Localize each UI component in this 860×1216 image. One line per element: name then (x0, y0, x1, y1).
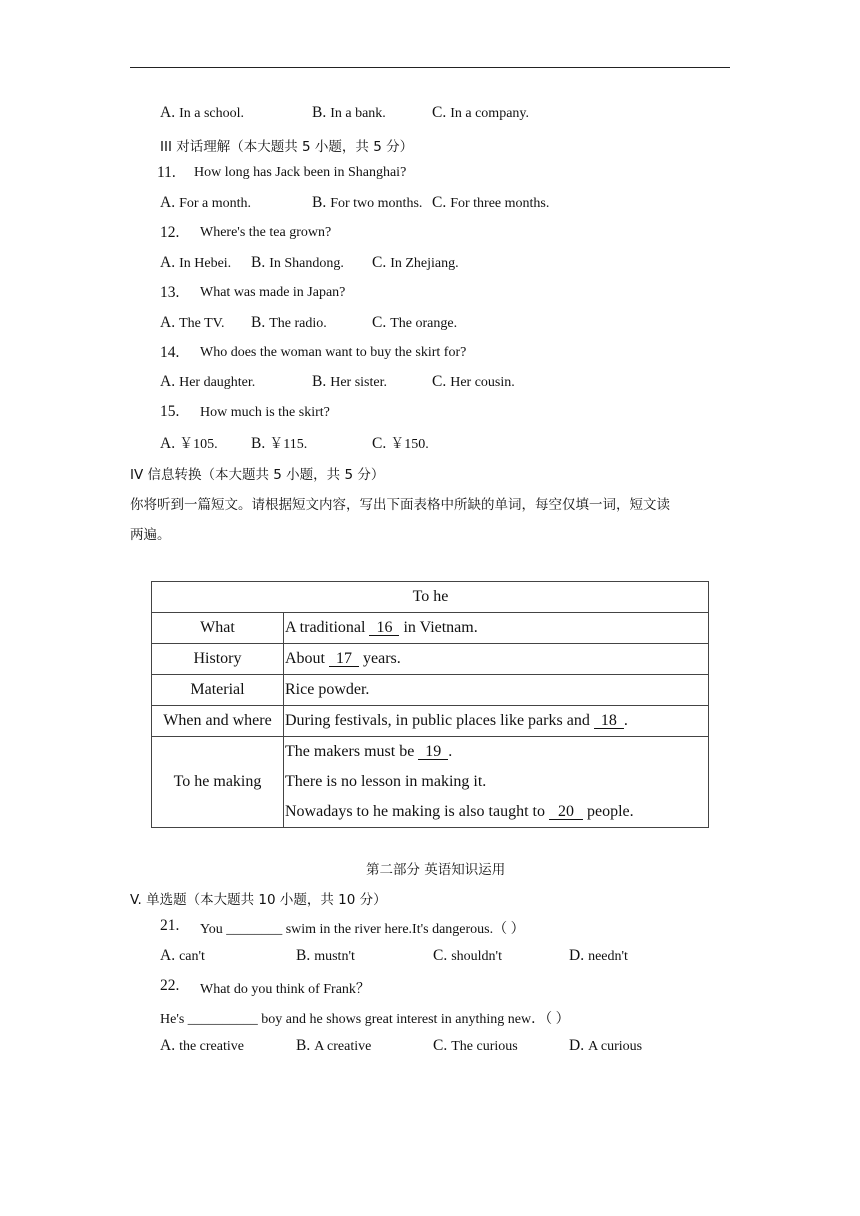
q11-option-c[interactable]: C. For three months. (432, 194, 550, 211)
q11-number: 11. (157, 164, 176, 181)
row-label-material: Material (152, 675, 284, 706)
q11-option-a[interactable]: A. For a month. (160, 194, 252, 211)
q13-option-b[interactable]: B. The radio. (251, 314, 327, 331)
blank-16[interactable]: 16 (369, 620, 399, 636)
q13-text: What was made in Japan? (200, 285, 346, 300)
q13-option-c[interactable]: C. The orange. (372, 314, 458, 331)
part2-title: 第二部分 英语知识运用 (366, 862, 506, 878)
row-label-history: History (152, 644, 284, 675)
making-line-3: Nowadays to he making is also taught to 20 people. (285, 803, 634, 820)
q21-option-d[interactable]: D. needn't (569, 947, 628, 964)
q15-option-a[interactable]: A. ￥105. (160, 435, 218, 452)
blank-19[interactable]: 19 (418, 744, 448, 760)
row-value-material: Rice powder. (284, 675, 709, 706)
info-table (151, 581, 709, 828)
blank-18[interactable]: 18 (594, 713, 624, 729)
header-rule (130, 67, 730, 68)
q12-number: 12. (160, 224, 180, 241)
table-row (152, 613, 709, 644)
q13-option-a[interactable]: A. The TV. (160, 314, 225, 331)
q11-option-b[interactable]: B. For two months. (312, 194, 423, 211)
section5-header: V. 单选题（本大题共 10 小题，共 10 分） (130, 892, 387, 908)
q21-option-a[interactable]: A. can't (160, 947, 205, 964)
section4-instruction-line2: 两遍。 (130, 527, 171, 543)
q15-option-b[interactable]: B. ￥115. (251, 435, 308, 452)
row-label-making: To he making (152, 737, 284, 828)
q14-option-b[interactable]: B. Her sister. (312, 373, 387, 390)
q11-text: How long has Jack been in Shanghai? (194, 165, 407, 180)
q10-option-c[interactable]: C. In a company. (432, 104, 530, 121)
q22-text: What do you think of Frank？ (200, 982, 370, 997)
table-row (152, 675, 709, 706)
q22-option-c[interactable]: C. The curious (433, 1037, 518, 1054)
table-row (152, 706, 709, 737)
q22-option-a[interactable]: A. the creative (160, 1037, 244, 1054)
making-line-2: There is no lesson in making it. (285, 773, 487, 790)
row-value-what: A traditional 16 in Vietnam. (284, 613, 709, 644)
section4-instruction-line1: 你将听到一篇短文。请根据短文内容，写出下面表格中所缺的单词，每空仅填一词，短文读 (130, 497, 670, 513)
row-label-when: When and where (152, 706, 284, 737)
making-line-1: The makers must be 19 . (285, 743, 453, 760)
q22-line2: He's __________ boy and he shows great interest in anything new．（ ） (160, 1012, 570, 1027)
q15-option-c[interactable]: C. ￥150. (372, 435, 429, 452)
table-row (152, 737, 709, 828)
q14-option-c[interactable]: C. Her cousin. (432, 373, 515, 390)
q12-text: Where's the tea grown? (200, 225, 332, 240)
q14-text: Who does the woman want to buy the skirt for? (200, 345, 467, 360)
blank-20[interactable]: 20 (549, 804, 583, 820)
row-value-history: About 17 years. (284, 644, 709, 675)
q14-option-a[interactable]: A. Her daughter. (160, 373, 256, 390)
q14-number: 14. (160, 344, 180, 361)
q12-option-b[interactable]: B. In Shandong. (251, 254, 344, 271)
q22-option-d[interactable]: D. A curious (569, 1037, 643, 1054)
table-row (152, 644, 709, 675)
row-value-making (284, 737, 709, 828)
blank-17[interactable]: 17 (329, 651, 359, 667)
q13-number: 13. (160, 284, 180, 301)
q21-number: 21. (160, 917, 180, 934)
row-value-when: During festivals, in public places like parks and 18 . (284, 706, 709, 737)
q12-option-c[interactable]: C. In Zhejiang. (372, 254, 459, 271)
q21-option-b[interactable]: B. mustn't (296, 947, 355, 964)
section3-header: III 对话理解（本大题共 5 小题，共 5 分） (160, 139, 414, 155)
table-title: To he (152, 582, 709, 613)
q12-option-a[interactable]: A. In Hebei. (160, 254, 232, 271)
section4-header: IV 信息转换（本大题共 5 小题，共 5 分） (130, 467, 385, 483)
q10-option-a[interactable]: A. In a school. (160, 104, 245, 121)
q10-option-b[interactable]: B. In a bank. (312, 104, 386, 121)
q21-option-c[interactable]: C. shouldn't (433, 947, 502, 964)
q22-number: 22. (160, 977, 180, 994)
row-label-what: What (152, 613, 284, 644)
q15-number: 15. (160, 403, 180, 420)
q21-text: You ________ swim in the river here.It's dangerous.（ ） (200, 922, 525, 937)
table-row (152, 582, 709, 613)
q22-option-b[interactable]: B. A creative (296, 1037, 372, 1054)
q15-text: How much is the skirt? (200, 405, 330, 420)
